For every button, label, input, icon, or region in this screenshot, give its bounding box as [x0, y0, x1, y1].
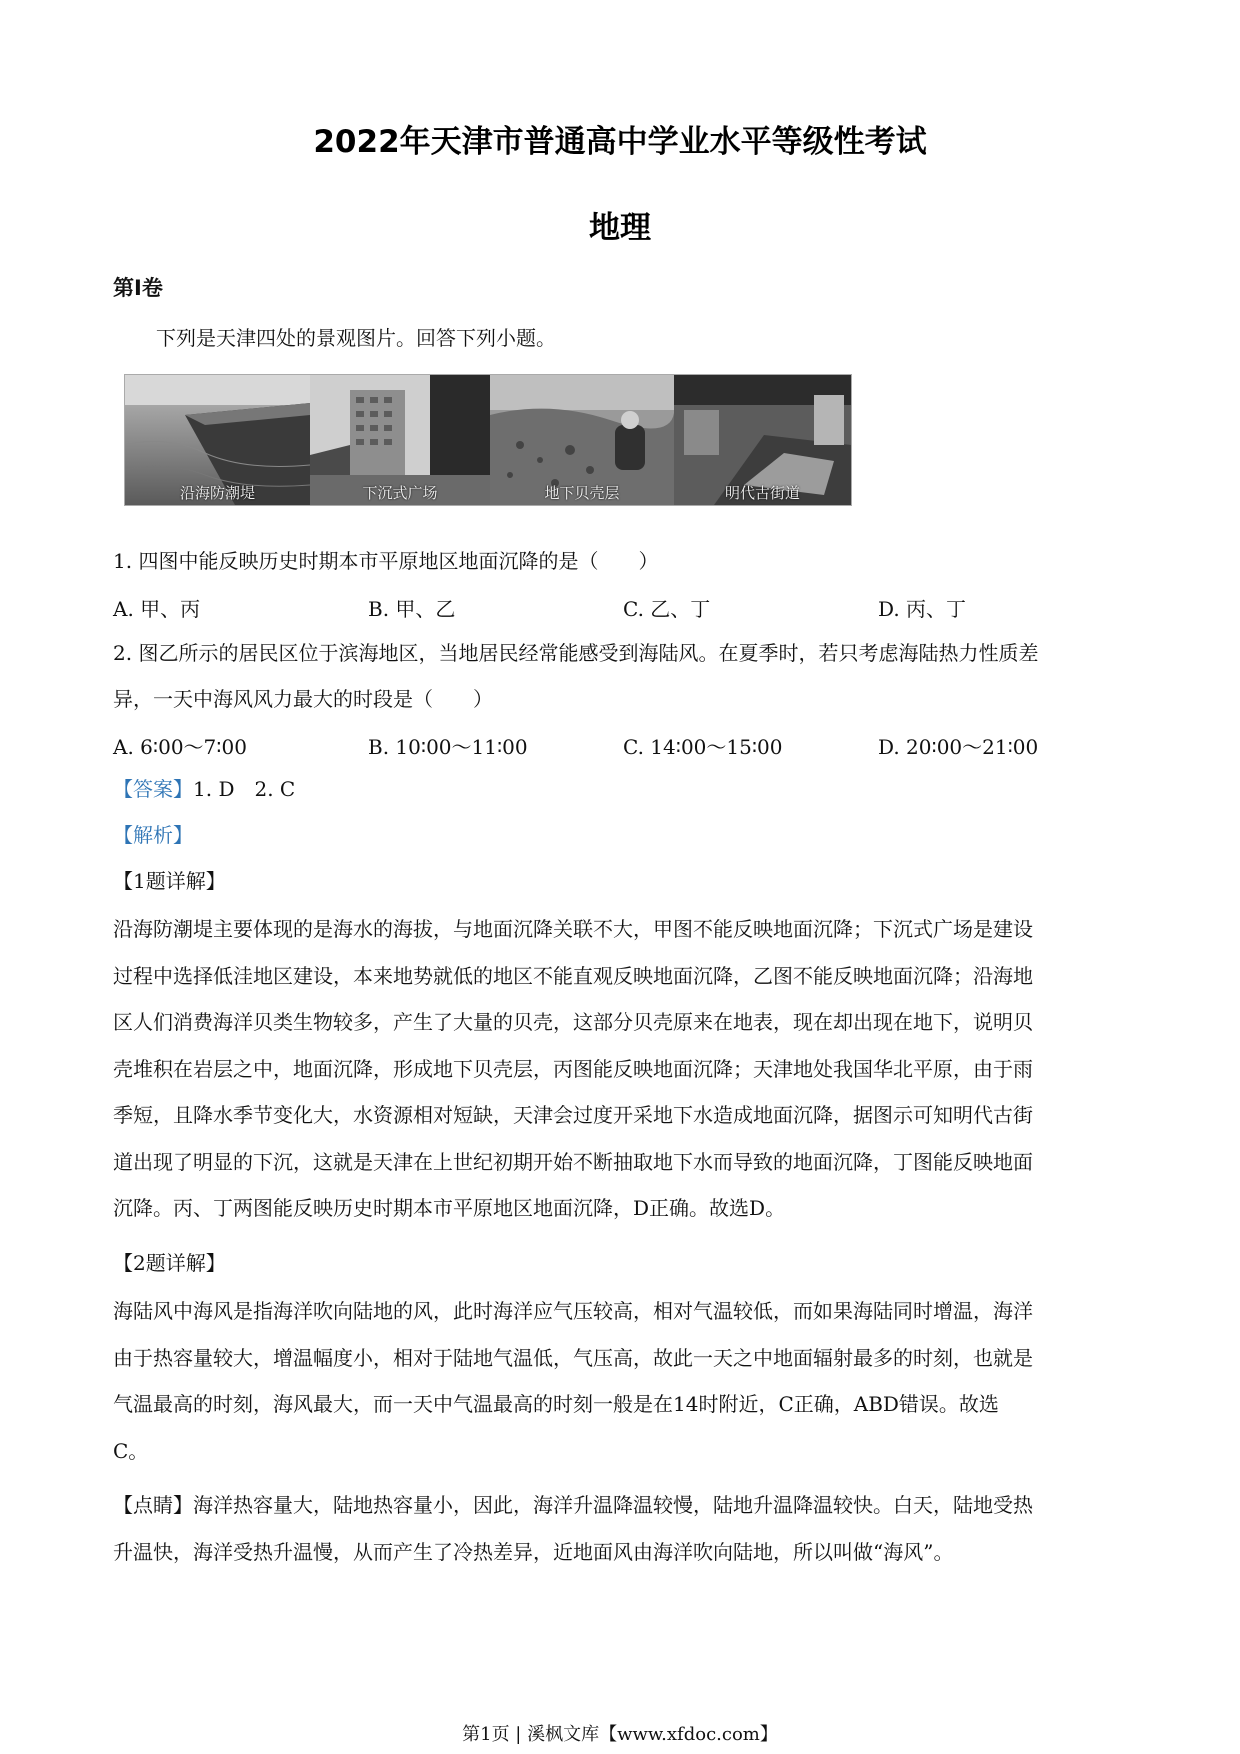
detail-1-line: 沿海防潮堤主要体现的是海水的海拔，与地面沉降关联不大，甲图不能反映地面沉降；下沉式广场是建设 — [113, 917, 1033, 941]
detail-2-line: 由于热容量较大，增温幅度小，相对于陆地气温低，气压高，故此一天之中地面辐射最多的时刻，也就是 — [113, 1345, 1033, 1370]
answer-label: 【答案】 — [113, 777, 193, 801]
question-1-option-a: A. 甲、丙 — [113, 597, 201, 621]
photo-ming-street — [674, 375, 851, 505]
detail-1-line: 道出现了明显的下沉，这就是天津在上世纪初期开始不断抽取地下水而导致的地面沉降，丁图能反映地面 — [113, 1149, 1033, 1174]
detail-2-text — [113, 1288, 1125, 1474]
page-footer: 第1页 | 溪枫文库【www.xfdoc.com】 — [462, 1724, 778, 1745]
question-1-stem: 1. 四图中能反映历史时期本市平原地区地面沉降的是（ ） — [113, 549, 659, 573]
detail-2-line: C。 — [113, 1438, 149, 1463]
intro-text: 下列是天津四处的景观图片。回答下列小题。 — [156, 326, 556, 350]
detail-1-line: 沉降。丙、丁两图能反映历史时期本市平原地区地面沉降，D正确。故选D。 — [113, 1196, 786, 1220]
question-1-option-b: B. 甲、乙 — [368, 597, 456, 621]
tip-text — [113, 1482, 1125, 1575]
detail-1-line: 壳堆积在岩层之中，地面沉降，形成地下贝壳层，丙图能反映地面沉降；天津地处我国华北平原，由于雨 — [113, 1056, 1033, 1081]
detail-1-line: 区人们消费海洋贝类生物较多，产生了大量的贝壳，这部分贝壳原来在地表，现在却出现在地下，说明贝 — [113, 1010, 1033, 1034]
tip-line: 【点睛】海洋热容量大，陆地热容量小，因此，海洋升温降温较慢，陆地升温降温较快。白天，陆地受热 — [113, 1493, 1033, 1517]
question-2-option-c: C. 14∶00～15∶00 — [623, 735, 783, 759]
photo-label: 地下贝壳层 — [544, 484, 620, 502]
answer-text: 1. D 2. C — [193, 777, 296, 801]
subject-title: 地理 — [589, 210, 651, 246]
photo-label: 明代古街道 — [724, 484, 800, 502]
exam-title: 2022年天津市普通高中学业水平等级性考试 — [313, 124, 927, 160]
question-2-stem-line-2: 异，一天中海风风力最大的时段是（ ） — [113, 687, 493, 711]
tip-line: 升温快，海洋受热升温慢，从而产生了冷热差异，近地面风由海洋吹向陆地，所以叫做“海风”。 — [113, 1539, 954, 1564]
answer-line — [113, 766, 1125, 812]
tip-label: 【点睛】 — [113, 1493, 193, 1517]
detail-1-text — [113, 906, 1125, 1232]
photo-label: 下沉式广场 — [362, 484, 438, 502]
landscape-photos — [124, 374, 852, 506]
section-heading: 第Ⅰ卷 — [113, 276, 163, 300]
photo-seawall — [125, 375, 310, 505]
question-2-stem-line-1: 2. 图乙所示的居民区位于滨海地区，当地居民经常能感受到海陆风。在夏季时，若只考虑海陆热力性质差 — [113, 641, 1039, 665]
detail-1-label: 【1题详解】 — [113, 869, 226, 893]
question-2-option-d: D. 20∶00～21∶00 — [878, 735, 1039, 759]
question-2-option-b: B. 10∶00～11∶00 — [368, 735, 528, 759]
question-2-option-a: A. 6∶00～7∶00 — [113, 735, 247, 759]
detail-1-line: 过程中选择低洼地区建设，本来地势就低的地区不能直观反映地面沉降，乙图不能反映地面沉降；沿海地 — [113, 963, 1033, 988]
detail-2-line: 气温最高的时刻，海风最大，而一天中气温最高的时刻一般是在14时附近，C正确，ABD错误。故选 — [113, 1392, 999, 1416]
question-1-option-d: D. 丙、丁 — [878, 597, 967, 621]
detail-2-line: 海陆风中海风是指海洋吹向陆地的风，此时海洋应气压较高，相对气温较低，而如果海陆同时增温，海洋 — [113, 1299, 1033, 1323]
photo-shell-layer — [490, 375, 674, 505]
detail-2-label: 【2题详解】 — [113, 1251, 226, 1275]
question-1-option-c: C. 乙、丁 — [623, 597, 711, 621]
detail-1-line: 季短，且降水季节变化大，水资源相对短缺，天津会过度开采地下水造成地面沉降，据图示可知明代古街 — [113, 1103, 1033, 1127]
analysis-label: 【解析】 — [113, 823, 193, 847]
photo-label: 沿海防潮堤 — [179, 484, 255, 502]
photo-sunken-plaza — [310, 375, 490, 505]
